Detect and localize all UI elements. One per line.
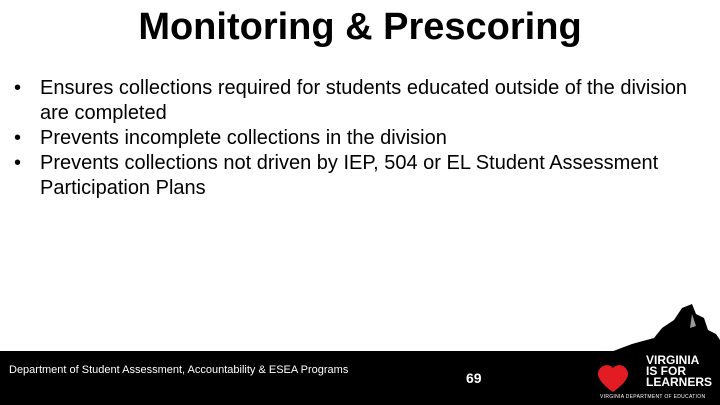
logo-line-1: VIRGINIA [646, 353, 700, 367]
bullet-text: Prevents incomplete collections in the division [40, 127, 447, 149]
bullet-text: Ensures collections required for students educated outside of the division are completed [40, 77, 688, 124]
bullet-item [12, 76, 692, 126]
slide-title: Monitoring & Prescoring [138, 6, 582, 48]
page-number: 69 [466, 370, 482, 386]
bullet-text: Prevents collections not driven by IEP, 504 or EL Student Assessment Participation Plans [40, 152, 659, 199]
bullet-symbol: • [14, 152, 22, 174]
footer-department: Department of Student Assessment, Accountability & ESEA Programs [9, 364, 349, 376]
bullet-item [12, 151, 692, 201]
bullet-symbol: • [14, 127, 22, 149]
bullet-item [12, 126, 692, 151]
logo-wordmark [646, 355, 712, 388]
logo-line-2: IS FOR [646, 364, 687, 378]
bullet-list [12, 76, 692, 201]
logo-line-3: LEARNERS [646, 375, 713, 389]
logo-subtitle: VIRGINIA DEPARTMENT OF EDUCATION [600, 394, 706, 400]
bullet-symbol: • [14, 77, 22, 99]
